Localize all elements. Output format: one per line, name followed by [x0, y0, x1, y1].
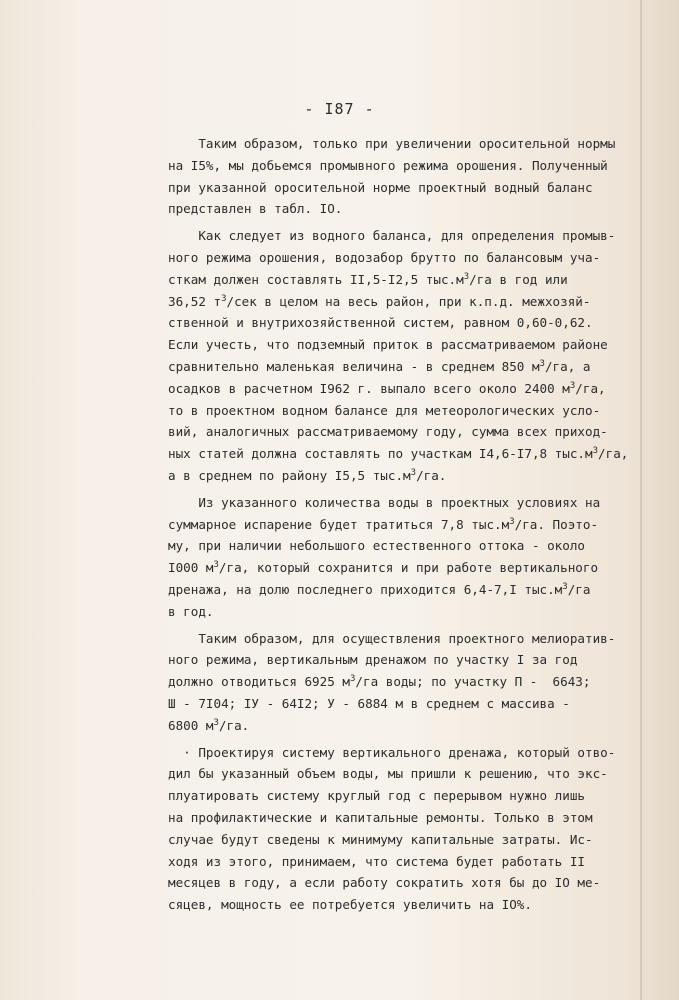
text-line	[168, 514, 668, 536]
text-line	[168, 291, 668, 313]
text-segment: Как следует из водного баланса, для определения промыв-	[168, 228, 616, 244]
text-segment: а в среднем по району I5,5 тыс.м	[168, 467, 411, 483]
text-line	[168, 763, 668, 785]
text-line	[168, 829, 668, 851]
text-segment: /сек в целом на весь район, при к.п.д. межхозяй-	[226, 293, 591, 309]
text-segment: /га	[567, 581, 591, 597]
text-line	[168, 535, 668, 557]
text-segment: 6800 м	[168, 717, 214, 733]
text-segment: /га. Поэто-	[514, 516, 599, 532]
text-segment: му, при наличии небольшого естественного оттока - около	[168, 538, 586, 554]
text-line	[168, 671, 668, 693]
text-segment: /га, который сохранится и при работе вертикального	[218, 560, 599, 576]
text-line	[168, 693, 668, 715]
superscript: 3	[509, 516, 515, 527]
text-segment: должно отводиться 6925 м	[168, 674, 350, 690]
text-segment: /га в год или	[469, 271, 568, 287]
text-segment: вий, аналогичных рассматриваемому году, сумма всех приход-	[168, 424, 608, 440]
text-line	[168, 649, 668, 671]
text-segment: представлен в табл. IO.	[168, 201, 343, 217]
text-line	[168, 443, 668, 465]
text-segment: Ш - 7I04; IУ - 64I2; У - 6884 м в среднем с массива -	[168, 695, 570, 711]
superscript: 3	[463, 271, 470, 282]
text-line	[168, 133, 668, 155]
text-segment: · Проектируя систему вертикального дренажа, который отво-	[168, 744, 616, 760]
text-line	[168, 247, 668, 269]
text-segment: случае будут сведены к минимуму капитальные затраты. Ис-	[168, 831, 593, 847]
text-segment: Если учесть, что подземный приток в рассматриваемом районе	[168, 337, 608, 353]
text-segment: сткам должен составлять II,5-I2,5 тыс.м	[168, 271, 464, 287]
text-segment: дренажа, на долю последнего приходится 6,4-7,I тыс.м	[168, 581, 563, 597]
paragraph	[168, 628, 668, 737]
text-line	[168, 269, 668, 291]
text-segment: ходя из этого, принимаем, что система будет работать II	[168, 853, 586, 869]
paragraph	[168, 133, 668, 220]
text-segment: 36,52 т	[168, 293, 222, 309]
superscript: 3	[349, 674, 356, 685]
text-line	[168, 715, 668, 737]
text-line	[168, 198, 668, 220]
text-line	[168, 872, 668, 894]
superscript: 3	[221, 293, 227, 304]
text-segment: ственной и внутрихозяйственной систем, равном 0,60-0,62.	[168, 315, 593, 331]
text-segment: /га воды; по участку П - 6643;	[355, 674, 591, 690]
text-segment: Из указанного количества воды в проектных условиях на	[168, 494, 601, 510]
text-segment: /га, а	[544, 358, 591, 374]
text-line	[168, 312, 668, 334]
text-segment: Таким образом, для осуществления проектного мелиоратив-	[168, 630, 616, 646]
text-segment: дил бы указанный объем воды, мы пришли к решению, что экс-	[168, 766, 608, 782]
text-segment: месяцев в году, а если работу сократить хотя бы до IO ме-	[168, 875, 601, 891]
text-line	[168, 601, 668, 623]
text-line	[168, 155, 668, 177]
text-segment: при указанной оросительной норме проектный водный баланс	[168, 179, 593, 195]
text-line	[168, 356, 668, 378]
text-segment: плуатировать систему круглый год с перерывом нужно лишь	[168, 788, 586, 804]
text-line	[168, 579, 668, 601]
text-segment: сяцев, мощность ее потребуется увеличить на IO%.	[168, 897, 532, 913]
text-line	[168, 492, 668, 514]
text-segment: сравнительно маленькая величина - в среднем 850 м	[168, 358, 540, 374]
text-segment: на I5%, мы добьемся промывного режима орошения. Полученный	[168, 157, 608, 173]
paragraph	[168, 742, 668, 916]
superscript: 3	[569, 380, 576, 391]
text-segment: /га,	[598, 446, 629, 462]
text-segment: /га.	[218, 717, 250, 733]
text-segment: ного режима, вертикальным дренажом по участку I за год	[168, 652, 578, 668]
text-line	[168, 378, 668, 400]
text-line	[168, 785, 668, 807]
superscript: 3	[592, 446, 599, 457]
superscript: 3	[213, 717, 219, 728]
superscript: 3	[213, 560, 219, 571]
paragraph	[168, 492, 668, 623]
text-line	[168, 807, 668, 829]
text-line	[168, 465, 668, 487]
text-segment: Таким образом, только при увеличении оросительной нормы	[168, 136, 616, 151]
text-line	[168, 894, 668, 916]
document-body	[168, 133, 668, 916]
text-segment: /га,	[575, 380, 606, 396]
paragraph	[168, 225, 668, 487]
superscript: 3	[539, 358, 545, 369]
text-line	[168, 177, 668, 199]
text-line	[168, 400, 668, 422]
superscript: 3	[410, 467, 417, 478]
text-segment: ного режима орошения, водозабор брутто по балансовым уча-	[168, 249, 601, 265]
text-line	[168, 225, 668, 247]
text-line	[168, 742, 668, 764]
text-segment: ных статей должна составлять по участкам I4,6-I7,8 тыс.м	[168, 446, 593, 462]
text-segment: суммарное испарение будет тратиться 7,8 тыс.м	[168, 516, 510, 532]
text-line	[168, 851, 668, 873]
text-segment: I000 м	[168, 560, 214, 576]
text-segment: осадков в расчетном I962 г. выпало всего около 2400 м	[168, 380, 570, 396]
text-line	[168, 628, 668, 650]
page-number: - I87 -	[304, 100, 375, 118]
text-line	[168, 557, 668, 579]
text-segment: то в проектном водном балансе для метеорологических усло-	[168, 402, 601, 418]
text-segment: в год.	[168, 603, 214, 619]
text-line	[168, 421, 668, 443]
superscript: 3	[562, 581, 568, 592]
text-segment: /га.	[416, 467, 447, 483]
text-segment: на профилактические и капитальные ремонты. Только в этом	[168, 809, 593, 825]
text-line	[168, 334, 668, 356]
